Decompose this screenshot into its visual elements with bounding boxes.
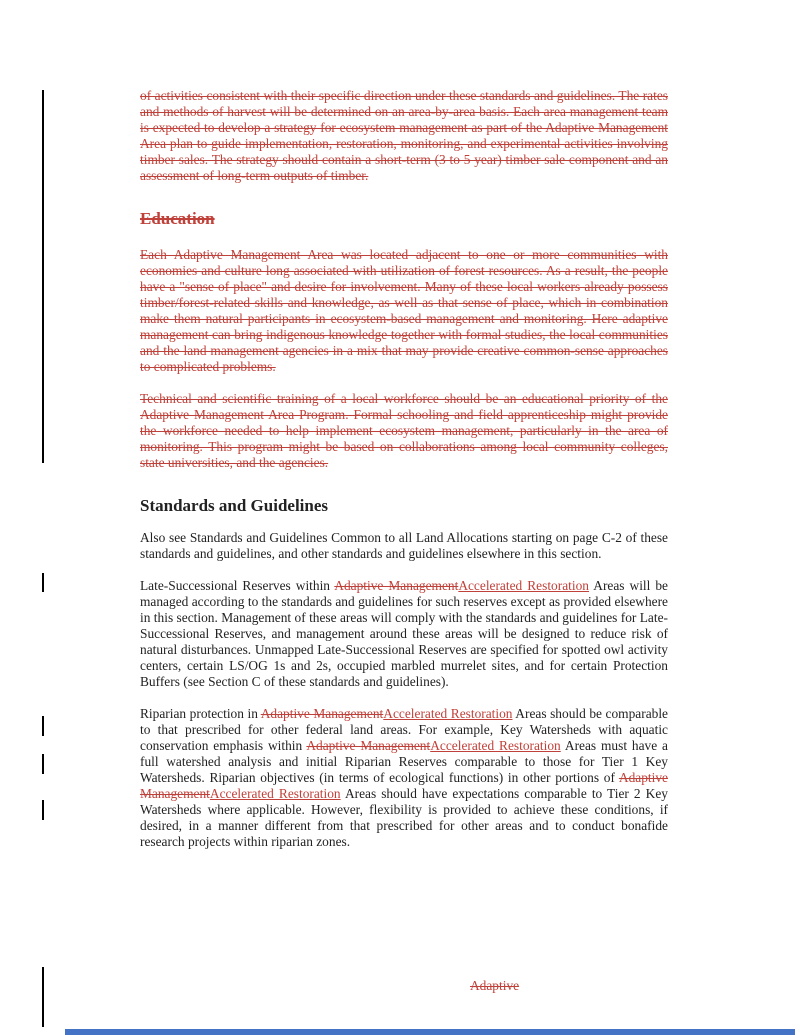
body-text: Areas must have a full watershed analysis and initial Riparian Reserves comparable to those for Tier 1 Key Watersheds. Riparian objectives (in terms of ecological functions) in other portions of xyxy=(140,738,668,785)
change-bar xyxy=(42,754,44,774)
paragraph-also-see: Also see Standards and Guidelines Common to all Land Allocations starting on page C-2 of these standards and guidelines, and other standards and guidelines elsewhere in this section. xyxy=(140,530,668,561)
deleted-paragraph-communities: Each Adaptive Management Area was located adjacent to one or more communities with economies and culture long associated with utilization of forest resources. As a result, the people have a "sense of place" and desire for involvement. Many of these local workers already possess timber/forest-related skills and knowledge, as well as that sense of place, which in combination make them natural participants in ecosystem-based management and monitoring. Here adaptive management can bring indigenous knowledge together with formal studies, the local communities and the land management agencies in a mix that may provide creative common-sense approaches to complicated problems. xyxy=(140,247,668,374)
horizontal-scrollbar[interactable] xyxy=(65,1029,795,1035)
document-body xyxy=(140,88,668,866)
change-bar xyxy=(42,90,44,463)
change-bar xyxy=(42,573,44,592)
paragraph-late-successional xyxy=(140,578,668,690)
deleted-text: Adaptive Management xyxy=(140,770,668,801)
change-bar xyxy=(42,800,44,820)
body-text: Areas should be comparable to that prescribed for other federal land areas. For example, Key Watersheds with aquatic conservation emphasis within xyxy=(140,706,668,753)
body-text: Riparian protection in xyxy=(140,706,261,721)
deleted-heading-education: Education xyxy=(140,209,215,228)
body-text: Areas will be managed according to the standards and guidelines for such reserves except as provided elsewhere in this section. Management of these areas will comply with the standards and guidelines for Late- Successional Reserves, and management around these areas will be designed to reduce risk of natural disturbances. Unmapped Late-Successional Reserves are specified for spotted owl activity centers, certain LS/OG 1s and 2s, occupied marbled murrelet sites, and for certain Protection Buffers (see Section C of these standards and guidelines). xyxy=(140,578,669,689)
body-text: Areas should have expectations comparable to Tier 2 Key Watersheds where applicable. However, flexibility is provided to achieve these conditions, if desired, in a manner different from that prescribed for other areas and to conduct bonafide research projects within riparian zones. xyxy=(140,786,668,849)
change-bar xyxy=(42,967,44,1027)
deleted-text: Adaptive Management xyxy=(334,578,459,593)
section-heading-standards-and-guidelines: Standards and Guidelines xyxy=(140,496,329,515)
paragraph-riparian xyxy=(140,706,668,850)
body-text: Late-Successional Reserves within xyxy=(140,578,335,593)
inserted-text: Accelerated Restoration xyxy=(430,738,561,753)
deleted-text: Adaptive Management xyxy=(306,738,431,753)
change-bar xyxy=(42,716,44,736)
inserted-text: Accelerated Restoration xyxy=(458,578,589,593)
deleted-paragraph-timber: of activities consistent with their specific direction under these standards and guidelines. The rates and methods of harvest will be determined on an area-by-area basis. Each area management team is expected to develop a strategy for ecosystem management as part of the Adaptive Management Area plan to guide implementation, restoration, monitoring, and experimental activities involving timber sales. The strategy should contain a short-term (3 to 5 year) timber sale component and an assessment of long-term outputs of timber. xyxy=(140,88,668,183)
deleted-paragraph-training: Technical and scientific training of a local workforce should be an educational priority of the Adaptive Management Area Program. Formal schooling and field apprenticeship might provide the workforce needed to help implement ecosystem management, particularly in the area of monitoring. This program might be based on collaborations among local community colleges, state universities, and the agencies. xyxy=(140,391,668,470)
inserted-text: Accelerated Restoration xyxy=(209,786,341,801)
deleted-text: Adaptive Management xyxy=(260,706,384,721)
inserted-text: Accelerated Restoration xyxy=(383,706,513,721)
footer-catchword-deleted: Adaptive xyxy=(470,978,520,993)
